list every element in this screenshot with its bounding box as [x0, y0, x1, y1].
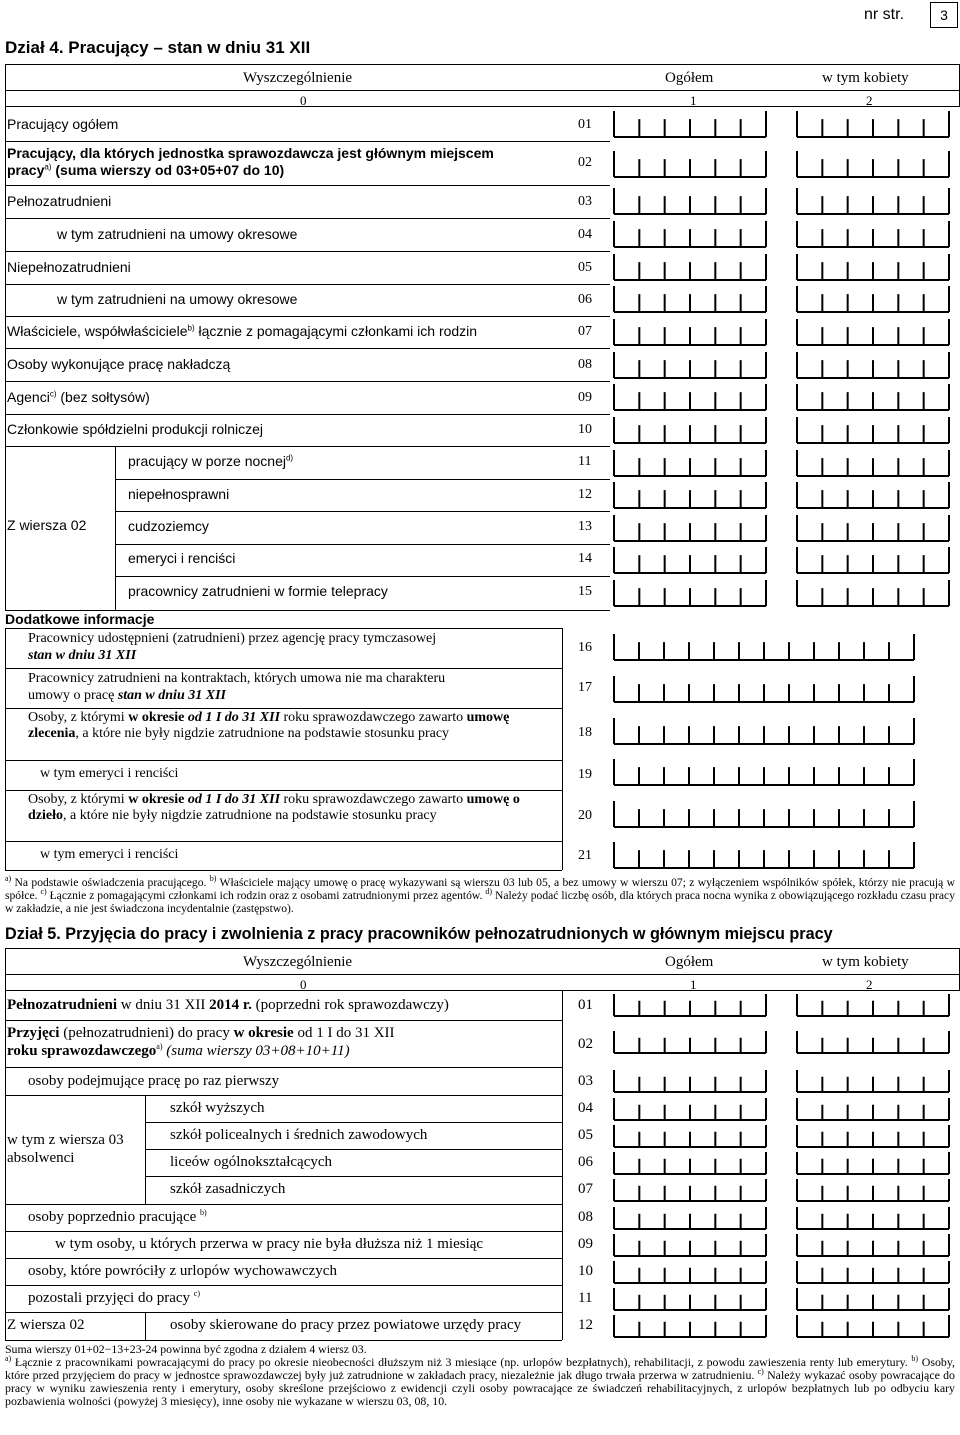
s5-sum-note: Suma wierszy 01+02−13+23-24 powinna być zgodna z działem 4 wiersz 03.	[5, 1342, 367, 1356]
s4-col-n2: 2	[866, 93, 873, 108]
s4-row10-num: 10	[578, 422, 592, 437]
s5-row07-num: 07	[578, 1181, 593, 1197]
s5-row08-num: 08	[578, 1209, 593, 1225]
s4-row18-p1: Osoby, z którymi	[28, 710, 129, 725]
s5-fn-a: Łącznie z pracownikami powracającymi do pracy po okresie nieobecności dłuższym niż 3 miesiące (np. urlopów bezpłatnych), rehabilitacji, z powodu zawieszenia renty lub emerytury.	[11, 1355, 912, 1369]
s5-row02-input-women	[795, 1030, 951, 1056]
s5-row04-label: szkół wyższych	[170, 1100, 265, 1116]
s4-row03-num: 03	[578, 194, 592, 209]
s4-row01-label: Pracujący ogółem	[7, 116, 119, 132]
s4-row13-label: cudzoziemcy	[128, 518, 209, 534]
s5-row07-input-total	[612, 1178, 768, 1204]
s5-row01-b: w dniu 31 XII	[117, 997, 210, 1013]
s4-row02-label-c: (suma wierszy od 03+05+07 do 10)	[51, 162, 285, 178]
s4-row11-num: 11	[578, 454, 592, 469]
s5-row06-num: 06	[578, 1154, 593, 1170]
s5-row02-num: 02	[578, 1036, 593, 1052]
s5-row11-input-women	[795, 1287, 951, 1313]
s5-row05-input[interactable]	[0, 1124, 960, 1150]
s4-row05-num: 05	[578, 260, 592, 275]
s4-row14-num: 14	[578, 551, 592, 566]
s5-row08-input-women	[795, 1206, 951, 1232]
s5-row02-d: od 1 I do 31 XII	[293, 1025, 395, 1041]
s4-row18-p2: w okresie	[128, 710, 188, 725]
s4-row19-label: w tym emeryci i renciści	[40, 766, 179, 781]
s5-row09-input-total	[612, 1233, 768, 1259]
s5-fn-c-mark: c)	[757, 1367, 764, 1377]
s4-row20-p6: , a które nie były nigdzie zatrudnione na podstawie stosunku pracy	[63, 808, 437, 823]
s5-row12-input-total	[612, 1314, 768, 1340]
s4-row17-num: 17	[578, 680, 592, 695]
s4-row15-label: pracownicy zatrudnieni w formie telepracy	[128, 583, 388, 599]
s5-row01-input[interactable]	[0, 993, 960, 1019]
s5-row06-label: liceów ogólnokształcących	[170, 1154, 333, 1170]
s4-row16-l2: stan w dniu 31 XII	[28, 648, 137, 663]
s4-row06-num: 06	[578, 292, 592, 307]
s4-row02-sup: a)	[44, 162, 52, 172]
s4-row20-p2: w okresie	[128, 792, 188, 807]
s5-row01-input-women	[795, 993, 951, 1019]
s4-row13-num: 13	[578, 519, 592, 534]
s5-row01-num: 01	[578, 997, 593, 1013]
s5-footnotes	[5, 1356, 955, 1408]
s5-row11-num: 11	[578, 1290, 593, 1306]
s4-row20-p1: Osoby, z którymi	[28, 792, 129, 807]
s5-fn-b: Osoby, które przed przyjęciem do pracy w jednostce sprawozdawczej były już zatrudnione w zakładach pracy, niezależnie jak długo trwała przerwa w zatrudnieniu.	[5, 1355, 955, 1382]
s5-col-spec: Wyszczególnienie	[243, 954, 353, 970]
s4-col-total: Ogółem	[665, 70, 714, 86]
s4-row07-label-c: łącznie z pomagającymi członkami ich rodzin	[194, 323, 478, 339]
s5-row03-input[interactable]	[0, 1069, 960, 1095]
s5-row07-input[interactable]	[0, 1178, 960, 1204]
s4-col-n0: 0	[300, 93, 307, 108]
s4-row18-p3: od 1 I do 31 XII	[187, 710, 281, 725]
s5-row03-input-total	[612, 1069, 768, 1095]
section4-title: Dział 4. Pracujący – stan w dniu 31 XII	[5, 38, 311, 57]
s4-fn-a-mark: a)	[5, 874, 12, 884]
s4-fn-d: Należy podać liczbę osób, dla których praca nocna wynika z obowiązującego rozkładu czasu pracy w zakładzie, a nie jest świadczona incydentalnie (zastępstwo).	[5, 889, 956, 915]
s5-row08-sup: b)	[200, 1208, 207, 1217]
s5-row11-text: pozostali przyjęci do pracy	[28, 1290, 194, 1306]
s4-row02-label-b: pracy	[7, 162, 45, 178]
s5-row03-num: 03	[578, 1073, 593, 1089]
s4-row07-label-a: Właściciele, współwłaściciele	[7, 323, 188, 339]
s4-row11-label-a: pracujący w porze nocnej	[128, 453, 286, 469]
s5-row02-input[interactable]	[0, 1030, 960, 1056]
s5-row11-sup: c)	[193, 1289, 200, 1298]
s4-row02-label-a: Pracujący, dla których jednostka sprawozdawcza jest głównym miejscem	[7, 145, 494, 161]
s5-row11-input-total	[612, 1287, 768, 1313]
s4-row10-label: Członkowie spółdzielni produkcji rolniczej	[7, 421, 264, 437]
s4-row14-label: emeryci i renciści	[128, 550, 236, 566]
s4-fn-d-mark: d)	[485, 887, 493, 897]
s5-row10-num: 10	[578, 1263, 593, 1279]
s4-group-label: Z wiersza 02	[7, 517, 87, 533]
s4-row01-num: 01	[578, 117, 592, 132]
s5-row02-a: Przyjęci	[7, 1025, 60, 1041]
s4-row18-p6: , a które nie były nigdzie zatrudnione na podstawie stosunku pracy	[75, 726, 450, 741]
s4-row07-sup: b)	[187, 323, 195, 333]
s4-row09-label-a: Agenci	[7, 389, 50, 405]
s5-row10-input-women	[795, 1260, 951, 1286]
s5-row04-input-women	[795, 1097, 951, 1123]
s5-row01-a: Pełnozatrudnieni	[7, 997, 118, 1013]
s5-row02-f: (suma wierszy 03+08+10+11)	[162, 1043, 350, 1059]
s5-row08-input-total	[612, 1206, 768, 1232]
s4-row04-label: w tym zatrudnieni na umowy okresowe	[57, 226, 298, 242]
s5-row09-input[interactable]	[0, 1233, 960, 1259]
s4-row21-num: 21	[578, 848, 592, 863]
s4-row16-num: 16	[578, 640, 592, 655]
s4-row18-p5: umowę zlecenia	[28, 710, 510, 741]
s5-group-label: w tym z wiersza 03 absolwenci	[7, 1132, 124, 1166]
s5-col-women: w tym kobiety	[822, 954, 909, 970]
s5-row02-input-total	[612, 1030, 768, 1056]
s4-row15-num: 15	[578, 584, 592, 599]
s5-row12-input-women	[795, 1314, 951, 1340]
s5-row08-input[interactable]	[0, 1206, 960, 1232]
s5-row09-num: 09	[578, 1236, 593, 1252]
s5-row10-input[interactable]	[0, 1260, 960, 1286]
s4-row18-num: 18	[578, 725, 592, 740]
s4-fn-b-mark: b)	[209, 874, 217, 884]
s4-row19-num: 19	[578, 767, 592, 782]
s5-row02-c: w okresie	[233, 1025, 294, 1041]
s4-row05-label: Niepełnozatrudnieni	[7, 259, 131, 275]
s4-row08-num: 08	[578, 357, 592, 372]
page-number: 3	[940, 7, 948, 23]
s5-row07-label: szkół zasadniczych	[170, 1181, 286, 1197]
s5-row04-num: 04	[578, 1100, 593, 1116]
s5-row12-label: osoby skierowane do pracy przez powiatowe urzędy pracy	[170, 1317, 522, 1333]
s4-fn-c: Łącznie z pomagającymi członkami ich rodzin oraz z osobami zatrudnionymi przez agentów.	[46, 889, 486, 902]
s5-fn-a-mark: a)	[5, 1354, 12, 1364]
s4-row12-label: niepełnosprawni	[128, 486, 230, 502]
s4-row12-num: 12	[578, 487, 592, 502]
s5-row06-input-women	[795, 1151, 951, 1177]
s4-additional-title: Dodatkowe informacje	[5, 611, 155, 627]
s5-row09-label: w tym osoby, u których przerwa w pracy nie była dłuższa niż 1 miesiąc	[55, 1236, 484, 1252]
s4-row03-label: Pełnozatrudnieni	[7, 193, 112, 209]
s4-row09-label-c: (bez sołtysów)	[56, 389, 150, 405]
s5-row12-group: Z wiersza 02	[7, 1317, 85, 1333]
s5-row01-c: 2014 r.	[209, 997, 252, 1013]
s4-col-spec: Wyszczególnienie	[243, 70, 353, 86]
s5-row05-label: szkół policealnych i średnich zawodowych	[170, 1127, 428, 1143]
s4-row20-p4: roku sprawozdawczego zawarto	[280, 792, 467, 807]
s4-row20-p3: od 1 I do 31 XII	[187, 792, 281, 807]
s5-row10-input-total	[612, 1260, 768, 1286]
s4-fn-a: Na podstawie oświadczenia pracującego.	[11, 876, 210, 889]
s5-row06-input[interactable]	[0, 1151, 960, 1177]
s4-row20-num: 20	[578, 808, 592, 823]
s4-row04-num: 04	[578, 227, 592, 242]
s5-row03-label: osoby podejmujące pracę po raz pierwszy	[28, 1073, 280, 1089]
s4-row17-l2a: umowy o pracę	[28, 688, 118, 703]
section5-title: Dział 5. Przyjęcia do pracy i zwolnienia z pracy pracowników pełnozatrudnionych w głównym miejscu pracy	[5, 925, 833, 943]
s5-fn-b-mark: b)	[911, 1354, 919, 1364]
s4-row16-l1: Pracownicy udostępnieni (zatrudnieni) przez agencję pracy tymczasowej	[28, 631, 437, 646]
s5-row05-input-total	[612, 1124, 768, 1150]
s4-fn-b: Właściciele mający umowę o pracę wykazywani są wierszu 03 lub 05, a bez umowy w wierszu 07; z wyłączeniem wspólników spółek, którzy nie pracują w spółce.	[5, 876, 955, 902]
s5-row01-input-total	[612, 993, 768, 1019]
s5-fn-c: Należy wykazać osoby powracające do pracy w wyniku zawieszenia renty i emerytury, osoby skreślone przejściowo z ewidencji czyli osoby powracające ze świadczeń rehabilitacyjnych, z urlopów bezpłatnych lub po odbyciu kary pozbawienia wolności (powyżej 3 miesięcy), inne osoby nie wykazane w wierszu 03, 08, 10.	[5, 1368, 956, 1408]
s5-row10-label: osoby, które powróciły z urlopów wychowawczych	[28, 1263, 337, 1279]
s4-row06-label: w tym zatrudnieni na umowy okresowe	[57, 291, 298, 307]
s4-row11-sup: d)	[285, 453, 294, 463]
s4-row07-num: 07	[578, 324, 592, 339]
s5-row02-sup: a)	[156, 1042, 163, 1051]
s5-row09-input-women	[795, 1233, 951, 1259]
s4-col-n1: 1	[690, 93, 697, 108]
s5-row12-num: 12	[578, 1317, 593, 1333]
s5-row02-e: roku sprawozdawczego	[7, 1043, 157, 1059]
s5-row08-text: osoby poprzednio pracujące	[28, 1209, 201, 1225]
s5-col-n2: 2	[866, 977, 873, 992]
s4-row20-p5: umowę o dzieło	[28, 792, 520, 823]
s5-row07-input-women	[795, 1178, 951, 1204]
s5-col-total: Ogółem	[665, 954, 714, 970]
s4-col-women: w tym kobiety	[822, 70, 909, 86]
s5-row05-input-women	[795, 1124, 951, 1150]
s5-row03-input-women	[795, 1069, 951, 1095]
s4-row18-p4: roku sprawozdawczego zawarto	[280, 710, 467, 725]
s4-row02-num: 02	[578, 155, 592, 170]
s4-row08-label: Osoby wykonujące pracę nakładczą	[7, 356, 231, 372]
s4-row09-num: 09	[578, 390, 592, 405]
s5-row02-b: (pełnozatrudnieni) do pracy	[59, 1025, 234, 1041]
page-number-label: nr str.	[864, 6, 905, 23]
s5-row12-input[interactable]	[0, 1314, 960, 1340]
s4-row17-l2b: stan w dniu 31 XII	[117, 688, 226, 703]
s4-row21-label: w tym emeryci i renciści	[40, 847, 179, 862]
s4-fn-c-mark: c)	[40, 887, 47, 897]
s5-row11-input[interactable]	[0, 1287, 960, 1313]
s5-row05-num: 05	[578, 1127, 593, 1143]
s5-row04-input-total	[612, 1097, 768, 1123]
s5-row04-input[interactable]	[0, 1097, 960, 1123]
s5-col-n1: 1	[690, 977, 697, 992]
s4-row17-l1: Pracownicy zatrudnieni na kontraktach, których umowa nie ma charakteru	[28, 671, 446, 686]
s5-col-n0: 0	[300, 977, 307, 992]
s5-row01-d: (poprzedni rok sprawozdawczy)	[251, 997, 449, 1013]
s5-row06-input-total	[612, 1151, 768, 1177]
s4-row09-sup: c)	[49, 389, 57, 399]
